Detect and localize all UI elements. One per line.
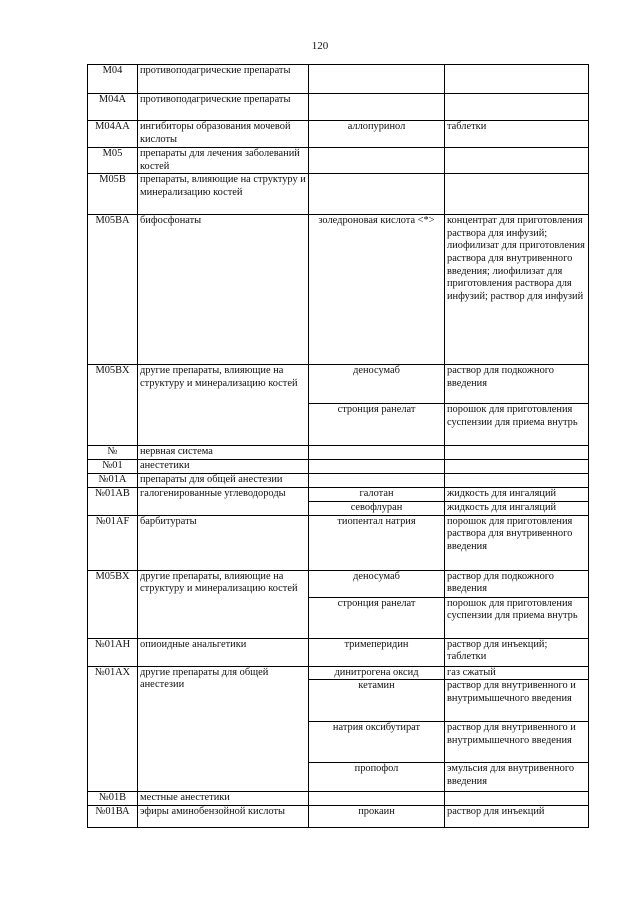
drug-name-cell: пропофол: [309, 763, 445, 792]
table-row: [88, 365, 589, 404]
group-name-cell: барбитураты: [138, 515, 309, 570]
drug-name-cell: [309, 65, 445, 94]
group-name-cell: препараты, влияющие на структуру и минерализацию костей: [138, 174, 309, 215]
drug-name-cell: тримеперидин: [309, 638, 445, 666]
drug-name-cell: деносумаб: [309, 570, 445, 597]
table-row: [88, 94, 589, 121]
drug-name-cell: [309, 94, 445, 121]
dosage-form-cell: [445, 65, 589, 94]
atc-code-cell: №01АН: [88, 638, 138, 666]
table-row: [88, 666, 589, 680]
table-row: [88, 570, 589, 597]
drug-name-cell: [309, 473, 445, 487]
atc-code-cell: M04AA: [88, 121, 138, 148]
atc-code-cell: M05: [88, 148, 138, 174]
dosage-form-cell: порошок для приготовления раствора для внутривенного введения: [445, 515, 589, 570]
table-row: [88, 487, 589, 501]
drug-name-cell: [309, 459, 445, 473]
dosage-form-cell: раствор для внутривенного и внутримышечного введения: [445, 722, 589, 763]
drug-name-cell: кетамин: [309, 680, 445, 722]
group-name-cell: бифосфонаты: [138, 215, 309, 365]
atc-code-cell: M04: [88, 65, 138, 94]
drug-name-cell: золедроновая кислота <*>: [309, 215, 445, 365]
drug-name-cell: галотан: [309, 487, 445, 501]
drug-name-cell: стронция ранелат: [309, 597, 445, 638]
table-row: [88, 121, 589, 148]
dosage-form-cell: раствор для подкожного введения: [445, 570, 589, 597]
atc-code-cell: №01АХ: [88, 666, 138, 792]
atc-code-cell: M05B: [88, 174, 138, 215]
drug-name-cell: [309, 148, 445, 174]
group-name-cell: местные анестетики: [138, 792, 309, 806]
drug-name-cell: динитрогена оксид: [309, 666, 445, 680]
page-number: 120: [311, 40, 329, 52]
dosage-form-cell: раствор для внутривенного и внутримышечного введения: [445, 680, 589, 722]
atc-code-cell: M05BX: [88, 570, 138, 638]
dosage-form-cell: концентрат для приготовления раствора для инфузий; лиофилизат для приготовления раствора для внутривенного введения; лиофилизат для приготовления раствора для инфузий; раствор для инфузий: [445, 215, 589, 365]
dosage-form-cell: жидкость для ингаляций: [445, 487, 589, 501]
dosage-form-cell: [445, 473, 589, 487]
drug-name-cell: севофлуран: [309, 501, 445, 515]
dosage-form-cell: [445, 792, 589, 806]
atc-code-cell: №: [88, 446, 138, 460]
drug-name-cell: стронция ранелат: [309, 404, 445, 446]
atc-code-cell: M04A: [88, 94, 138, 121]
table-row: [88, 805, 589, 827]
atc-code-cell: M05BA: [88, 215, 138, 365]
group-name-cell: препараты для общей анестезии: [138, 473, 309, 487]
drug-name-cell: натрия оксибутират: [309, 722, 445, 763]
dosage-form-cell: жидкость для ингаляций: [445, 501, 589, 515]
dosage-form-cell: [445, 148, 589, 174]
group-name-cell: галогенированные углеводороды: [138, 487, 309, 515]
dosage-form-cell: эмульсия для внутривенного введения: [445, 763, 589, 792]
dosage-form-cell: газ сжатый: [445, 666, 589, 680]
dosage-form-cell: порошок для приготовления суспензии для приема внутрь: [445, 404, 589, 446]
table-row: [88, 792, 589, 806]
dosage-form-cell: таблетки: [445, 121, 589, 148]
group-name-cell: нервная система: [138, 446, 309, 460]
dosage-form-cell: [445, 459, 589, 473]
atc-code-cell: №01ВА: [88, 805, 138, 827]
group-name-cell: противоподагрические препараты: [138, 94, 309, 121]
table-row: [88, 65, 589, 94]
group-name-cell: противоподагрические препараты: [138, 65, 309, 94]
drug-name-cell: [309, 792, 445, 806]
drug-table: [87, 64, 589, 828]
dosage-form-cell: порошок для приготовления суспензии для приема внутрь: [445, 597, 589, 638]
table-row: [88, 446, 589, 460]
drug-name-cell: прокаин: [309, 805, 445, 827]
dosage-form-cell: [445, 94, 589, 121]
group-name-cell: другие препараты, влияющие на структуру и минерализацию костей: [138, 570, 309, 638]
group-name-cell: ингибиторы образования мочевой кислоты: [138, 121, 309, 148]
table-row: [88, 515, 589, 570]
dosage-form-cell: раствор для подкожного введения: [445, 365, 589, 404]
group-name-cell: другие препараты для общей анестезии: [138, 666, 309, 792]
dosage-form-cell: [445, 174, 589, 215]
table-row: [88, 473, 589, 487]
group-name-cell: препараты для лечения заболеваний костей: [138, 148, 309, 174]
dosage-form-cell: раствор для инъекций; таблетки: [445, 638, 589, 666]
drug-name-cell: аллопуринол: [309, 121, 445, 148]
drug-name-cell: тиопентал натрия: [309, 515, 445, 570]
drug-name-cell: [309, 446, 445, 460]
drug-name-cell: [309, 174, 445, 215]
group-name-cell: другие препараты, влияющие на структуру и минерализацию костей: [138, 365, 309, 446]
group-name-cell: эфиры аминобензойной кислоты: [138, 805, 309, 827]
drug-name-cell: деносумаб: [309, 365, 445, 404]
dosage-form-cell: раствор для инъекций: [445, 805, 589, 827]
dosage-form-cell: [445, 446, 589, 460]
table-row: [88, 174, 589, 215]
atc-code-cell: №01АВ: [88, 487, 138, 515]
atc-code-cell: №01А: [88, 473, 138, 487]
atc-code-cell: №01: [88, 459, 138, 473]
table-row: [88, 148, 589, 174]
table-row: [88, 638, 589, 666]
atc-code-cell: №01В: [88, 792, 138, 806]
table-row: [88, 459, 589, 473]
group-name-cell: анестетики: [138, 459, 309, 473]
table-row: [88, 215, 589, 365]
atc-code-cell: M05BX: [88, 365, 138, 446]
atc-code-cell: №01AF: [88, 515, 138, 570]
group-name-cell: опиоидные анальгетики: [138, 638, 309, 666]
